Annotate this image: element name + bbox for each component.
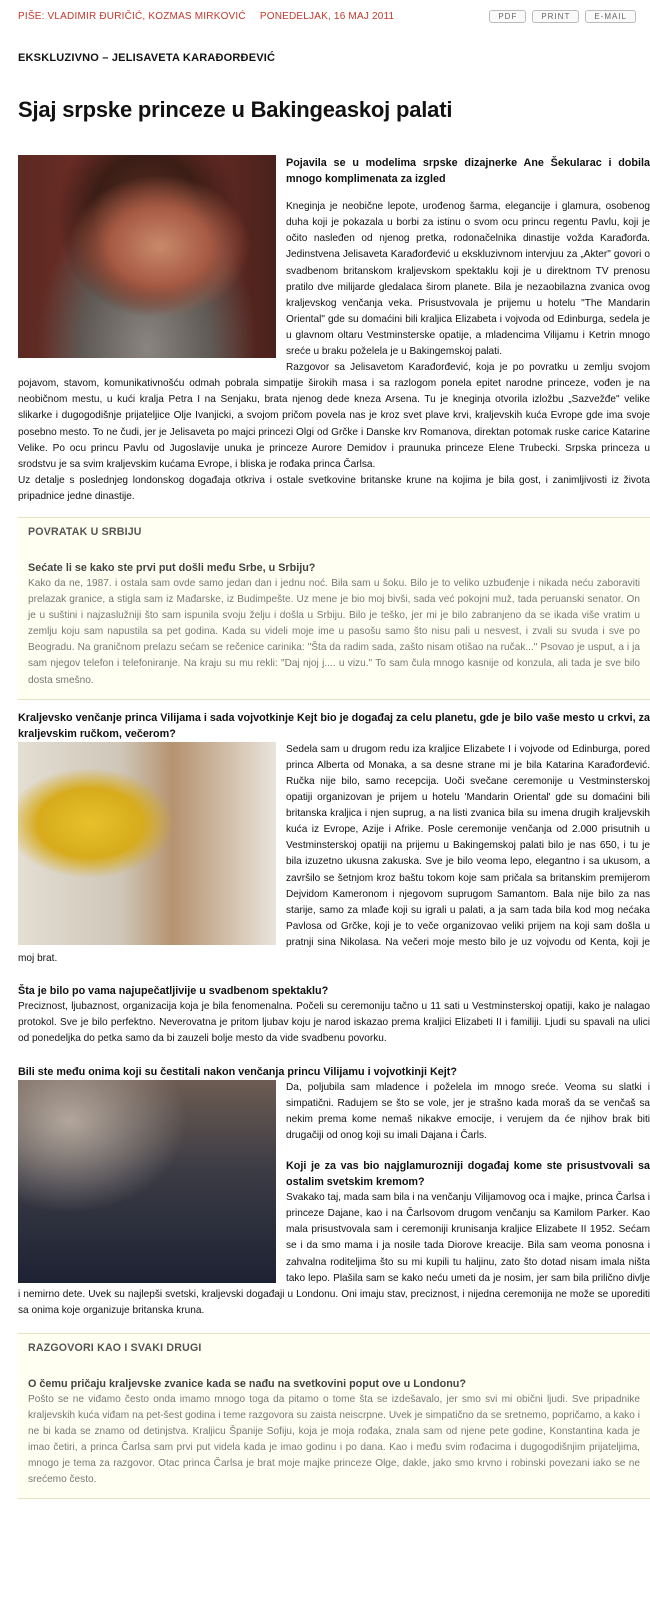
article-intro: [18, 155, 650, 505]
answer: Sedela sam u drugom redu iza kraljice Elizabete I i vojvode od Edinburga, pored princa Alberta od Monaka, a sa desne strane mi je bila Katarina Karađorđević. Ručka nije bilo, samo recepcija. Uoči svečane ceremonije u Vestminsterskoj opatiji organizovan je prijem u hotelu 'Mandarin Oriental' gde su domaćini bili britanska kraljica i njen suprug, a na listi zvanica bila su imena drugih kraljevskih kuća iz Evrope, Azije i Afrike. Posle ceremonije venčanja od 2.000 prisutnih u Vestminsterskoj opatiji na prijemu u Bakingemskoj palati bilo je nas 650, i tu je bila izuzetno ukusna zakuska. Sve je bilo veoma lepo, elegantno i sa ukusom, a završilo se šetnjom kroz baštu tokom koje sam pričala sa britanskim premijerom Dejvidom Kameronom i njegovom suprugom Samantom. Bala nije bilo za nas starije, samo za mlađe koji su igrali u palati, a ja sam tada bila kod mog nećaka Pavlosa od Grčke, koji je to veče organizovao veliki prijem na koji sam došla u pratnji sina Nikolasa. Na večeri moje mesto bilo je uz vojvodu od Kenta, koji je moj brat.: [18, 743, 650, 965]
article-meta: [18, 0, 650, 32]
qa-congratulations: [18, 1064, 650, 1319]
article-tools: [489, 10, 636, 23]
paragraph-2: Razgovor sa Jelisavetom Karađorđević, koja je po povratku u zemlju svojom pojavom, stavom, komunikativnošću odmah pobrala simpatije širokih masa i sa razlogom ponela epitet narodne princeze, vođen je na neobičnom mestu, u kući kralja Petra I na Senjaku, brata njenog dede kneza Arsena. Tu je kneginja otvorila izložbu „Sazvežđe" velike slikarke i dugogodišnje prijateljice Olje Ivanjicki, a svojom pričom povela nas je kroz svet plave krvi, kraljevskih kuća Evrope gde ima svoje posebno mesto. To ne čudi, jer je Jelisaveta po majci princezi Olgi od Grčke i Danske krv Romanova, direktan potomak ruske carice Katarine Velike. Po ocu princu Pavlu od Jugoslavije unuka je princeze Aurore Demidov i praunuka princeze Elene Trubecki. Srpska princeza u srodstvu je sa svim kraljevskim kućama Evrope, i bliska je rođaka princa Čarlsa.: [18, 362, 650, 470]
question: Koji je za vas bio najglamurozniji događaj kome ste prisustvovali sa ostalim svetskim kremom?: [286, 1159, 650, 1189]
box-question: O čemu pričaju kraljevske zvanice kada se nađu na svetkovini poput ove u Londonu?: [28, 1377, 467, 1390]
print-button[interactable]: PRINT: [532, 10, 579, 23]
paragraph-3: Uz detalje s poslednjeg londonskog događaja otkriva i ostale svetkovine britanske krune na kojima je bila gost, i zanimljivosti iz života pripadnice jedne dinastije.: [18, 474, 650, 502]
box-title: RAZGOVORI KAO I SVAKI DRUGI: [28, 1341, 202, 1354]
sidebar-box-conversations: [18, 1333, 650, 1500]
question: Kraljevsko venčanje princa Vilijama i sada vojvotkinje Kejt bio je događaj za celu planetu, gde je bilo vaše mesto u crkvi, za kraljevskim ručkom, večerom?: [18, 711, 650, 740]
box-title: POVRATAK U SRBIJU: [28, 525, 142, 538]
portrait-photo: [18, 155, 276, 358]
article-kicker: EKSKLUZIVNO – JELISAVETA KARAĐORĐEVIĆ: [18, 52, 276, 64]
royal-guests-photo: [18, 1080, 276, 1283]
box-answer: Kako da ne, 1987. i ostala sam ovde samo jedan dan i jednu noć. Bila sam u šoku. Bilo je to veliko uzbuđenje i nikada neću zaboraviti prelazak granice, a stigla sam iz Mađarske, iz Budimpešte. Uz mene je bio moj bivši, sada već pokojni muž, tada peruanski senator. On je u suštini i najzaslužniji što sam ispunila svoju želju i došla u Srbiju. Bilo je teško, jer mi je bilo zabranjeno da se ikada više vratim u zemlju koju sam napustila sa pet godina. Kada su videli moje ime u pasošu samo što nisu pali u nesvest, i zvali su svuda i sve po Beogradu. Na graničnom prelazu sećam se rečenice carinika: "Šta da radim sada, zašto nisam otišao na ručak..." Psovao je usput, a i ja sam njegov telefon i telefoniranje. Na kraju su mu rekli: "Daj njoj j.... u vizu." To sam čula mnogo kasnije od konzula, ali tada je sve bilo dosta smešno.: [28, 577, 640, 686]
question: Šta je bilo po vama najupečatljivije u svadbenom spektaklu?: [18, 985, 329, 998]
answer: Preciznost, ljubaznost, organizacija koja je bila fenomenalna. Počeli su ceremoniju tačno u 11 sati u Vestminsterskoj opatiji, kako je nalagao protokol. Sve je bilo perfektno. Neverovatna je pritom ljubav koju je narod iskazao prema kraljici Elizabeti II i familiji. Ljudi su spavali na ulici od ponedeljka do petka samo da bi zauzeli bolje mesto da vide svadbenu povorku.: [18, 1001, 650, 1045]
article-lead: Pojavila se u modelima srpske dizajnerke Ane Šekularac i dobila mnogo komplimenata za izgled: [286, 157, 650, 186]
author-line: PIŠE: VLADIMIR ĐURIČIĆ, KOZMAS MIRKOVIĆ: [18, 10, 246, 22]
article-title: Sjaj srpske princeze u Bakingeaskoj palati: [18, 97, 453, 122]
answer: Da, poljubila sam mladence i poželela im mnogo sreće. Veoma su slatki i simpatični. Radujem se što se vole, jer je strašno kada moraš da se venčaš sa nekim prema kome nemaš nikakve emocije, i verujem da će njihov brak biti drugačiji od onog koji su imali Dajana i Čarls.: [286, 1081, 650, 1141]
publish-date: PONEDELJAK, 16 MAJ 2011: [259, 10, 395, 22]
pdf-button[interactable]: PDF: [489, 10, 526, 23]
paragraph-1: Kneginja je neobične lepote, urođenog šarma, elegancije i glamura, osobenog duha koji je pokazala u borbi za istinu o svom ocu princu regentu Pavlu, koji je očito nasleđen od njenog pretka, rodonačelnika dinastije vožda Karađorđa. Jedinstvena Jelisaveta Karađorđević u ekskluzivnom intervjuu za „Akter" govori o svadbenom britanskom kraljevskom spektaklu koji je u direktnom TV prenosu pratilo dve milijarde gledalaca širom planete. Bila je nezaobilazna zvanica ovog kraljevskog venčanja veka. Prisustvovala je prijemu u hotelu "The Mandarin Oriental" gde su domaćini bili kraljica Elizabeta i vojvoda od Edinburga, sedela je u glavnom oltaru Vestminsterske opatije, a mladencima Vilijamu i Ketrin mnogo sreće u braku poželela je u Bakingemskoj palati.: [286, 201, 650, 358]
qa-impression: [18, 983, 650, 1047]
answer: Svakako taj, mada sam bila i na venčanju Vilijamovog oca i majke, princa Čarlsa i princeze Dajane, kao i na Čarlsovom drugom venčanju sa Kamilom Parker. Kao mala prisustvovala sam i ceremoniji krunisanja kraljice Elizabete II 1952. Sećam se i da smo mama i ja nosile tada Diorove kreacije. Bila sam veoma ponosna i zahvalna roditeljima što su mi kupili tu haljinu, zato što dotad nisam imala ništa tako lepo. Plašila sam se kako neću umeti da je nosim, jer sam bila prilično divlje i nemirno dete. Uvek su najlepši svetski, kraljevski događaji u Londonu. Oni imaju stav, preciznost, i nijedna ceremonija ne može se uporediti sa onima koje organizuje britanska kruna.: [18, 1192, 650, 1316]
email-button[interactable]: E-MAIL: [585, 10, 636, 23]
interior-photo: [18, 742, 276, 945]
box-answer: Pošto se ne viđamo često onda imamo mnogo toga da pitamo o tome šta se izdešavalo, jer smo svi mi obični ljudi. Sve pripadnike kraljevskih kuća viđam na pet-šest godina i teme razgovora su zaista neiscrpne. Uvek je simpatično da se sretnemo, popričamo, a kako i ne bi kada se znamo od detinjstva. Kraljicu Španije Sofiju, koja je moja rođaka, znala sam od njene pete godine, Konstantina kada je imao četiri, a princa Čarlsa sam prvi put videla kada je imao godinu i po dana. Kao i među svim rođacima i dugogodišnjim prijateljima, mnogo je tema za razgovor. Otac princa Čarlsa je brat moje majke princeze Olge, dakle, jako smo krvno i robinski povezani iako se ne srećemo često.: [28, 1393, 640, 1486]
box-question: Sećate li se kako ste prvi put došli među Srbe, u Srbiju?: [28, 561, 316, 574]
qa-wedding-seat: [18, 710, 650, 968]
question: Bili ste među onima koji su čestitali nakon venčanja princu Vilijamu i vojvotkinji Kejt?: [18, 1065, 457, 1078]
sidebar-box-return: [18, 517, 650, 700]
